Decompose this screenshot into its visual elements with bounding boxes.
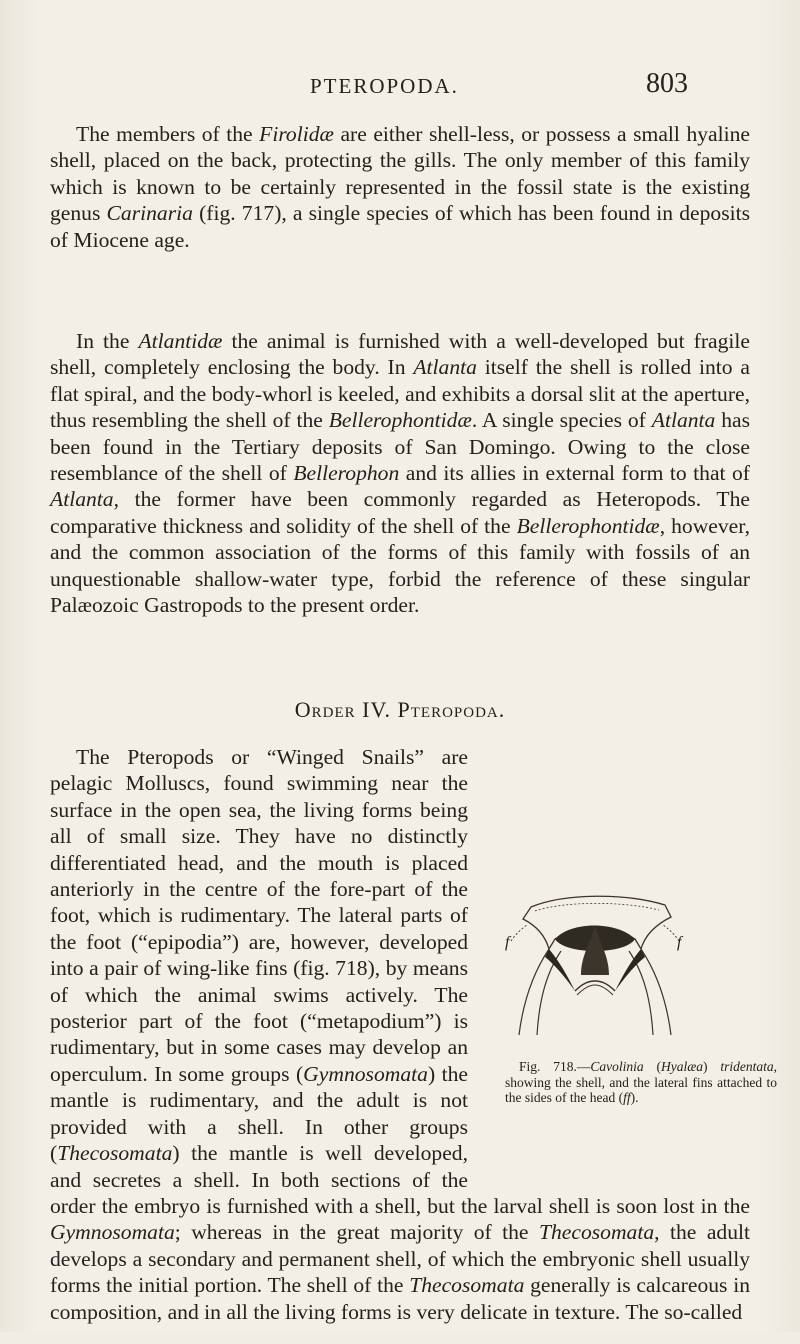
text-run: ; whereas in the great majority of the	[174, 1220, 539, 1245]
text-run: ) the mantle is rudimentary, and the adult is not provided with a shell. In other groups (	[50, 1061, 468, 1166]
paragraph-firolidae	[50, 121, 750, 253]
text-run: ) the mantle is well developed, and secretes a shell. In both sections of the order the embryo is furnished with a shell, but the larval shell is soon lost in the	[50, 1141, 750, 1218]
text-run: The Pteropods or “Winged Snails” are pelagic Molluscs, found swimming near the surface in the open sea, the living forms being all of small size. They have no distinctly differentiated head, and the mouth is placed anteriorly in the centre of the fore-part of the foot, which is rudimentary. The lateral parts of the foot (“epipodia”) are, however, developed into a pair of wing-like fins (fig. 718), by means of which the animal swims actively. The posterior part of the foot (“metapodium”) is rudimentary, but in some cases may develop an operculum. In some groups (	[50, 745, 468, 1086]
page-number: 803	[646, 68, 688, 99]
section-heading-text: Order IV. Pteropoda.	[294, 697, 506, 722]
text-run: , the adult develops a secondary and permanent shell, of which the embryonic shell usually forms the initial portion. The shell of the	[50, 1220, 750, 1298]
caption-run: Fig. 718.—	[519, 1059, 591, 1074]
text-run: The members of the	[76, 122, 260, 146]
italic-term: Firolidæ	[259, 122, 334, 146]
caption-run: )	[703, 1059, 721, 1074]
running-title: PTEROPODA.	[310, 74, 459, 98]
italic-term: Bellerophontidæ	[328, 408, 472, 433]
text-run: generally is calcareous in composition, and in all the living forms is very delicate in texture. The so-called	[50, 1273, 750, 1324]
caption-run: , showing the shell, and the lateral fins attached to the sides of the head (	[505, 1059, 778, 1105]
italic-term: Thecosomata	[409, 1273, 525, 1298]
caption-italic: Hyalæa	[661, 1059, 704, 1074]
italic-term: Bellerophon	[293, 461, 400, 486]
italic-term: Thecosomata	[538, 1220, 655, 1245]
cavolinia-illustration	[505, 895, 685, 1045]
caption-italic: tridentata	[720, 1059, 774, 1074]
caption-italic: Cavolinia	[590, 1059, 644, 1074]
text-run: and its allies in external form to that of	[399, 461, 750, 486]
section-heading	[0, 697, 800, 723]
text-run: are either shell-less, or possess a small hyaline shell, placed on the back, protecting the gills. The only member of this family which is known to be certainly represented in the fossil state is the existing genus	[50, 122, 751, 226]
text-run: (fig. 717), a single species of which has been found in deposits of Miocene age.	[50, 201, 751, 252]
italic-term: Carinaria	[106, 201, 193, 226]
figure-caption	[505, 1059, 777, 1106]
italic-term: Atlanta	[50, 487, 114, 512]
text-run: , however, and the common association of the forms of this family with fossils of an unquestionable shallow-water type, forbid the reference of these singular Palæozoic Gastropods to the present order.	[50, 513, 750, 618]
text-run: has been found in the Tertiary deposits of San Domingo. Owing to the close resemblance of the shell of	[50, 408, 750, 486]
fin-label-left: f	[505, 934, 510, 951]
italic-term: Atlanta	[651, 408, 716, 433]
fin-label-right: f	[677, 934, 682, 951]
italic-term: Gymnosomata	[303, 1061, 428, 1086]
italic-term: Atlanta	[413, 355, 477, 380]
figure-718	[505, 895, 778, 1165]
text-run: itself the shell is rolled into a flat spiral, and the body-whorl is keeled, and exhibits a dorsal slit at the aperture, thus resembling the shell of the	[50, 355, 750, 433]
paragraph-atlantidae	[50, 328, 750, 618]
italic-term: Atlantidæ	[138, 329, 223, 353]
running-head	[0, 68, 800, 108]
caption-italic: ff	[623, 1090, 631, 1105]
italic-term: Bellerophontidæ	[516, 513, 660, 538]
italic-term: Thecosomata	[57, 1141, 173, 1166]
text-run: the animal is furnished with a well-developed but fragile shell, completely enclosing the body. In	[50, 329, 750, 380]
caption-run: ).	[630, 1090, 639, 1105]
italic-term: Gymnosomata	[50, 1220, 175, 1245]
text-run: , the former have been commonly regarded as Heteropods. The comparative thickness and solidity of the shell of the	[50, 487, 750, 538]
text-run: . A single species of	[471, 408, 652, 433]
caption-run: (	[643, 1059, 662, 1074]
text-run: In the	[76, 329, 139, 353]
